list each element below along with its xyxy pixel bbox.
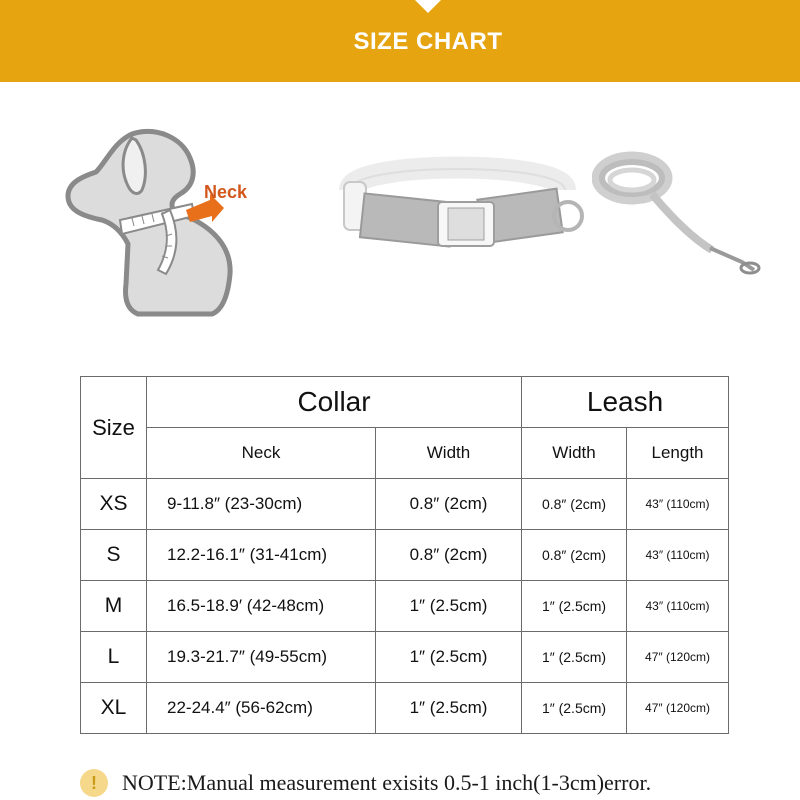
size-header: Size [81,377,147,479]
table-row [81,530,729,581]
neck-cell: 9-11.8″ (23-30cm) [147,479,376,530]
neck-cell: 16.5-18.9′ (42-48cm) [147,581,376,632]
leash-width-cell: 0.8″ (2cm) [522,479,627,530]
size-cell: XS [81,479,147,530]
collar-width-subheader: Width [376,428,522,479]
collar-width-cell: 0.8″ (2cm) [376,479,522,530]
leash-width-cell: 0.8″ (2cm) [522,530,627,581]
leash-width-cell: 1″ (2.5cm) [522,632,627,683]
table-row [81,683,729,734]
neck-cell: 22-24.4″ (56-62cm) [147,683,376,734]
table-row [81,479,729,530]
banner-title: SIZE CHART [353,28,503,55]
leash-length-cell: 43″ (110cm) [627,530,729,581]
size-cell: M [81,581,147,632]
leash-header: Leash [522,377,729,428]
neck-subheader: Neck [147,428,376,479]
neck-cell: 19.3-21.7″ (49-55cm) [147,632,376,683]
collar-product-image [330,150,585,270]
leash-width-cell: 1″ (2.5cm) [522,683,627,734]
size-cell: S [81,530,147,581]
measurement-note [80,766,780,800]
leash-length-cell: 43″ (110cm) [627,479,729,530]
collar-width-cell: 1″ (2.5cm) [376,581,522,632]
table-row [81,632,729,683]
banner-notch [415,0,441,13]
leash-length-subheader: Length [627,428,729,479]
neck-cell: 12.2-16.1″ (31-41cm) [147,530,376,581]
leash-width-subheader: Width [522,428,627,479]
header-banner [0,0,800,82]
note-text: NOTE:Manual measurement exisits 0.5-1 inch(1-3cm)error. [122,770,652,795]
collar-width-cell: 1″ (2.5cm) [376,632,522,683]
size-cell: L [81,632,147,683]
dog-neck-illustration [62,124,262,324]
collar-width-cell: 1″ (2.5cm) [376,683,522,734]
neck-label: Neck [204,182,248,202]
leash-length-cell: 47″ (120cm) [627,683,729,734]
collar-width-cell: 0.8″ (2cm) [376,530,522,581]
size-chart-table [80,376,729,734]
leash-product-image [592,148,767,283]
leash-length-cell: 43″ (110cm) [627,581,729,632]
exclamation-icon: ! [80,769,108,797]
leash-width-cell: 1″ (2.5cm) [522,581,627,632]
collar-header: Collar [147,377,522,428]
leash-length-cell: 47″ (120cm) [627,632,729,683]
table-row [81,581,729,632]
size-cell: XL [81,683,147,734]
